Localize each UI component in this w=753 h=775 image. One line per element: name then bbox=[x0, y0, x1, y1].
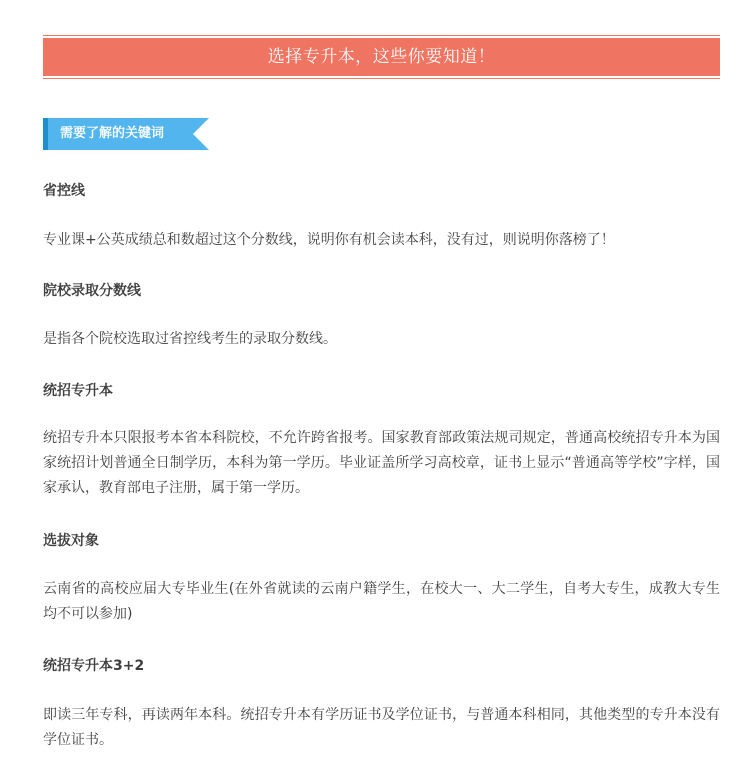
term-body-3-plus-2: 即读三年专科，再读两年本科。统招专升本有学历证书及学位证书，与普通本科相同，其他类型的专升本没有学位证书。 bbox=[43, 707, 720, 748]
banner-top-rule bbox=[43, 35, 720, 36]
banner-bottom-rule bbox=[43, 78, 720, 79]
banner-title: 选择专升本，这些你要知道！ bbox=[43, 38, 720, 76]
term-body-provincial-line: 专业课+公英成绩总和数超过这个分数线，说明你有机会读本科，没有过，则说明你落榜了！ bbox=[43, 232, 615, 248]
section-tag-label: 需要了解的关键词 bbox=[48, 118, 193, 150]
term-heading-unified-upgrade: 统招专升本 bbox=[43, 383, 113, 399]
term-body-admission-line: 是指各个院校选取过省控线考生的录取分数线。 bbox=[43, 331, 337, 347]
term-body-eligibility: 云南省的高校应届大专毕业生(在外省就读的云南户籍学生，在校大一、大二学生，自考大专生，成教大专生均不可以参加) bbox=[43, 581, 720, 622]
term-body-unified-upgrade: 统招专升本只限报考本省本科院校，不允许跨省报考。国家教育部政策法规司规定，普通高校统招专升本为国家统招计划普通全日制学历，本科为第一学历。毕业证盖所学习高校章，证书上显示“普通高等学校”字样，国家承认，教育部电子注册，属于第一学历。 bbox=[43, 430, 720, 496]
section-tag-arrow bbox=[193, 118, 209, 150]
term-heading-eligibility: 选拔对象 bbox=[43, 533, 99, 549]
section-tag bbox=[43, 118, 211, 150]
term-heading-provincial-line: 省控线 bbox=[43, 183, 85, 199]
term-heading-3-plus-2: 统招专升本3+2 bbox=[43, 658, 145, 674]
term-heading-admission-line: 院校录取分数线 bbox=[43, 283, 141, 299]
title-banner bbox=[43, 35, 720, 79]
